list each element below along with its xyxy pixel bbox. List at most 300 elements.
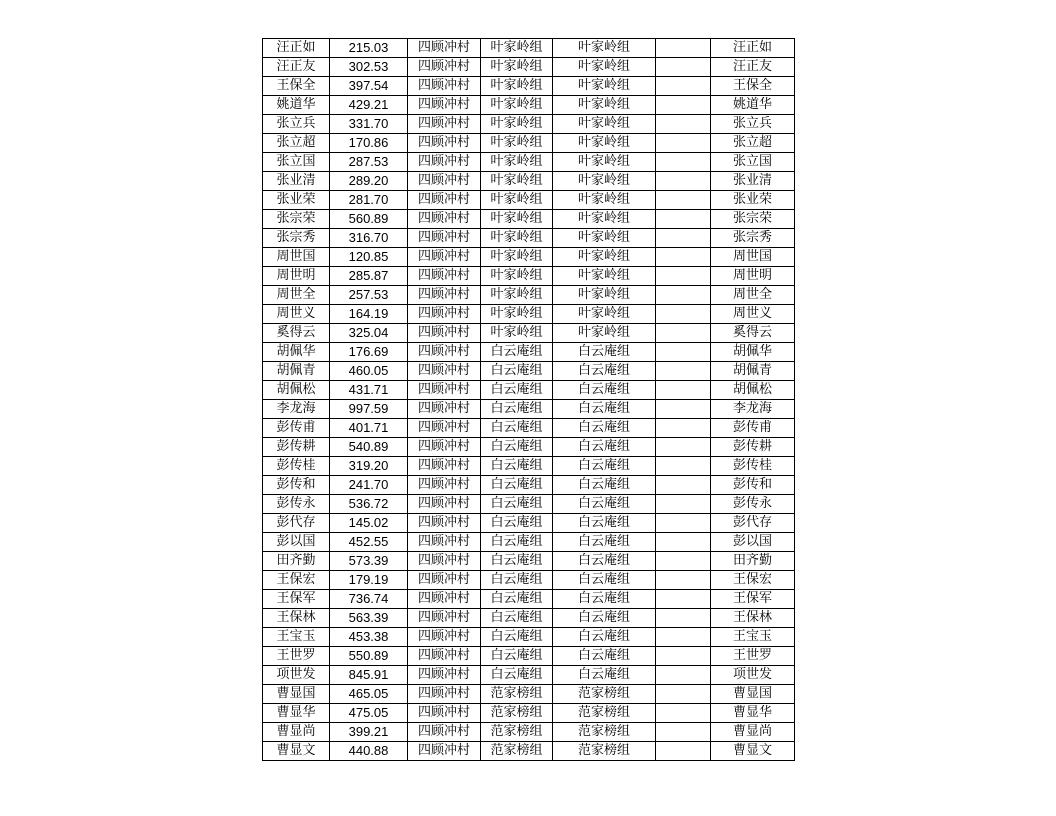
group-cell: 叶家岭组 <box>481 191 553 210</box>
group-cell-2: 白云庵组 <box>553 495 656 514</box>
area-cell: 540.89 <box>330 438 408 457</box>
name-cell: 李龙海 <box>263 400 330 419</box>
group-cell-2: 白云庵组 <box>553 457 656 476</box>
group-cell-2: 叶家岭组 <box>553 134 656 153</box>
group-cell-2: 白云庵组 <box>553 514 656 533</box>
group-cell: 白云庵组 <box>481 552 553 571</box>
name-cell-2: 王保林 <box>711 609 795 628</box>
area-cell: 440.88 <box>330 742 408 761</box>
village-cell: 四顾冲村 <box>408 590 481 609</box>
group-cell-2: 白云庵组 <box>553 609 656 628</box>
name-cell: 彭以国 <box>263 533 330 552</box>
name-cell: 彭传永 <box>263 495 330 514</box>
area-cell: 431.71 <box>330 381 408 400</box>
blank-cell <box>656 305 711 324</box>
area-cell: 399.21 <box>330 723 408 742</box>
group-cell-2: 叶家岭组 <box>553 305 656 324</box>
name-cell: 胡佩松 <box>263 381 330 400</box>
table-row <box>263 286 795 305</box>
name-cell-2: 胡佩松 <box>711 381 795 400</box>
group-cell: 白云庵组 <box>481 362 553 381</box>
table-row <box>263 153 795 172</box>
table-row <box>263 362 795 381</box>
area-cell: 465.05 <box>330 685 408 704</box>
name-cell-2: 曹显文 <box>711 742 795 761</box>
blank-cell <box>656 153 711 172</box>
area-cell: 289.20 <box>330 172 408 191</box>
area-cell: 281.70 <box>330 191 408 210</box>
blank-cell <box>656 210 711 229</box>
group-cell: 叶家岭组 <box>481 39 553 58</box>
name-cell-2: 汪正如 <box>711 39 795 58</box>
village-cell: 四顾冲村 <box>408 229 481 248</box>
name-cell: 王保宏 <box>263 571 330 590</box>
village-cell: 四顾冲村 <box>408 191 481 210</box>
name-cell-2: 曹显国 <box>711 685 795 704</box>
group-cell-2: 白云庵组 <box>553 419 656 438</box>
name-cell-2: 彭传桂 <box>711 457 795 476</box>
area-cell: 145.02 <box>330 514 408 533</box>
blank-cell <box>656 495 711 514</box>
area-cell: 736.74 <box>330 590 408 609</box>
group-cell: 白云庵组 <box>481 647 553 666</box>
area-cell: 285.87 <box>330 267 408 286</box>
name-cell: 周世义 <box>263 305 330 324</box>
blank-cell <box>656 39 711 58</box>
name-cell-2: 张立兵 <box>711 115 795 134</box>
group-cell-2: 白云庵组 <box>553 590 656 609</box>
blank-cell <box>656 628 711 647</box>
table-row <box>263 58 795 77</box>
group-cell: 白云庵组 <box>481 438 553 457</box>
village-cell: 四顾冲村 <box>408 742 481 761</box>
name-cell-2: 张宗荣 <box>711 210 795 229</box>
name-cell: 彭传甫 <box>263 419 330 438</box>
name-cell-2: 张业清 <box>711 172 795 191</box>
name-cell-2: 胡佩青 <box>711 362 795 381</box>
group-cell: 白云庵组 <box>481 457 553 476</box>
table-row <box>263 476 795 495</box>
name-cell-2: 王保全 <box>711 77 795 96</box>
name-cell: 张立国 <box>263 153 330 172</box>
blank-cell <box>656 172 711 191</box>
table-row <box>263 552 795 571</box>
area-cell: 179.19 <box>330 571 408 590</box>
group-cell-2: 白云庵组 <box>553 343 656 362</box>
village-cell: 四顾冲村 <box>408 571 481 590</box>
village-cell: 四顾冲村 <box>408 400 481 419</box>
table-row <box>263 39 795 58</box>
village-cell: 四顾冲村 <box>408 685 481 704</box>
area-cell: 429.21 <box>330 96 408 115</box>
area-cell: 550.89 <box>330 647 408 666</box>
group-cell: 叶家岭组 <box>481 172 553 191</box>
area-cell: 401.71 <box>330 419 408 438</box>
area-cell: 560.89 <box>330 210 408 229</box>
name-cell-2: 曹显华 <box>711 704 795 723</box>
blank-cell <box>656 666 711 685</box>
group-cell: 白云庵组 <box>481 609 553 628</box>
blank-cell <box>656 267 711 286</box>
group-cell-2: 白云庵组 <box>553 381 656 400</box>
name-cell: 胡佩华 <box>263 343 330 362</box>
name-cell-2: 王宝玉 <box>711 628 795 647</box>
table-row <box>263 210 795 229</box>
village-cell: 四顾冲村 <box>408 419 481 438</box>
group-cell-2: 范家榜组 <box>553 742 656 761</box>
blank-cell <box>656 533 711 552</box>
group-cell: 白云庵组 <box>481 400 553 419</box>
area-cell: 287.53 <box>330 153 408 172</box>
name-cell-2: 彭代存 <box>711 514 795 533</box>
village-cell: 四顾冲村 <box>408 381 481 400</box>
name-cell: 张立兵 <box>263 115 330 134</box>
area-cell: 215.03 <box>330 39 408 58</box>
name-cell-2: 周世义 <box>711 305 795 324</box>
group-cell: 白云庵组 <box>481 381 553 400</box>
name-cell: 曹显华 <box>263 704 330 723</box>
group-cell-2: 叶家岭组 <box>553 153 656 172</box>
group-cell-2: 叶家岭组 <box>553 77 656 96</box>
name-cell-2: 周世全 <box>711 286 795 305</box>
group-cell: 叶家岭组 <box>481 210 553 229</box>
village-cell: 四顾冲村 <box>408 324 481 343</box>
table-row <box>263 704 795 723</box>
blank-cell <box>656 476 711 495</box>
group-cell-2: 叶家岭组 <box>553 58 656 77</box>
table-row <box>263 115 795 134</box>
blank-cell <box>656 134 711 153</box>
area-cell: 397.54 <box>330 77 408 96</box>
name-cell-2: 张立国 <box>711 153 795 172</box>
name-cell: 张宗荣 <box>263 210 330 229</box>
blank-cell <box>656 248 711 267</box>
table-row <box>263 723 795 742</box>
group-cell: 叶家岭组 <box>481 305 553 324</box>
table-row <box>263 419 795 438</box>
area-cell: 164.19 <box>330 305 408 324</box>
area-cell: 302.53 <box>330 58 408 77</box>
blank-cell <box>656 514 711 533</box>
group-cell: 白云庵组 <box>481 343 553 362</box>
name-cell: 彭代存 <box>263 514 330 533</box>
group-cell: 白云庵组 <box>481 476 553 495</box>
village-cell: 四顾冲村 <box>408 267 481 286</box>
group-cell: 白云庵组 <box>481 666 553 685</box>
area-cell: 257.53 <box>330 286 408 305</box>
group-cell-2: 叶家岭组 <box>553 115 656 134</box>
name-cell-2: 彭以国 <box>711 533 795 552</box>
area-cell: 453.38 <box>330 628 408 647</box>
name-cell-2: 胡佩华 <box>711 343 795 362</box>
village-cell: 四顾冲村 <box>408 704 481 723</box>
blank-cell <box>656 571 711 590</box>
area-cell: 563.39 <box>330 609 408 628</box>
name-cell: 彭传和 <box>263 476 330 495</box>
village-cell: 四顾冲村 <box>408 552 481 571</box>
table-row <box>263 248 795 267</box>
area-cell: 475.05 <box>330 704 408 723</box>
name-cell-2: 周世国 <box>711 248 795 267</box>
name-cell: 王保全 <box>263 77 330 96</box>
blank-cell <box>656 362 711 381</box>
table-row <box>263 609 795 628</box>
village-cell: 四顾冲村 <box>408 210 481 229</box>
village-cell: 四顾冲村 <box>408 39 481 58</box>
village-cell: 四顾冲村 <box>408 628 481 647</box>
group-cell: 叶家岭组 <box>481 58 553 77</box>
blank-cell <box>656 286 711 305</box>
name-cell-2: 王保军 <box>711 590 795 609</box>
name-cell: 王世罗 <box>263 647 330 666</box>
name-cell-2: 彭传永 <box>711 495 795 514</box>
group-cell: 范家榜组 <box>481 704 553 723</box>
table-row <box>263 571 795 590</box>
village-cell: 四顾冲村 <box>408 609 481 628</box>
blank-cell <box>656 96 711 115</box>
group-cell-2: 白云庵组 <box>553 362 656 381</box>
name-cell: 曹显国 <box>263 685 330 704</box>
group-cell-2: 白云庵组 <box>553 533 656 552</box>
group-cell-2: 叶家岭组 <box>553 286 656 305</box>
table-row <box>263 495 795 514</box>
table-row <box>263 305 795 324</box>
group-cell: 叶家岭组 <box>481 153 553 172</box>
name-cell: 王保军 <box>263 590 330 609</box>
blank-cell <box>656 229 711 248</box>
group-cell-2: 叶家岭组 <box>553 248 656 267</box>
group-cell-2: 范家榜组 <box>553 685 656 704</box>
table-row <box>263 172 795 191</box>
name-cell: 奚得云 <box>263 324 330 343</box>
group-cell: 白云庵组 <box>481 533 553 552</box>
blank-cell <box>656 58 711 77</box>
village-cell: 四顾冲村 <box>408 495 481 514</box>
group-cell: 叶家岭组 <box>481 324 553 343</box>
group-cell: 白云庵组 <box>481 590 553 609</box>
group-cell-2: 叶家岭组 <box>553 229 656 248</box>
area-cell: 845.91 <box>330 666 408 685</box>
table-row <box>263 77 795 96</box>
name-cell-2: 周世明 <box>711 267 795 286</box>
group-cell-2: 白云庵组 <box>553 647 656 666</box>
group-cell-2: 白云庵组 <box>553 476 656 495</box>
group-cell-2: 叶家岭组 <box>553 191 656 210</box>
group-cell-2: 白云庵组 <box>553 571 656 590</box>
group-cell-2: 范家榜组 <box>553 704 656 723</box>
village-cell: 四顾冲村 <box>408 438 481 457</box>
area-cell: 331.70 <box>330 115 408 134</box>
village-cell: 四顾冲村 <box>408 362 481 381</box>
blank-cell <box>656 552 711 571</box>
table-row <box>263 343 795 362</box>
table-row <box>263 666 795 685</box>
blank-cell <box>656 343 711 362</box>
area-cell: 316.70 <box>330 229 408 248</box>
village-cell: 四顾冲村 <box>408 476 481 495</box>
name-cell-2: 彭传和 <box>711 476 795 495</box>
blank-cell <box>656 381 711 400</box>
group-cell: 叶家岭组 <box>481 248 553 267</box>
group-cell: 白云庵组 <box>481 571 553 590</box>
name-cell-2: 曹显尚 <box>711 723 795 742</box>
table-row <box>263 628 795 647</box>
blank-cell <box>656 438 711 457</box>
table-row <box>263 324 795 343</box>
village-cell: 四顾冲村 <box>408 343 481 362</box>
table-row <box>263 134 795 153</box>
group-cell-2: 叶家岭组 <box>553 210 656 229</box>
village-cell: 四顾冲村 <box>408 723 481 742</box>
village-cell: 四顾冲村 <box>408 248 481 267</box>
group-cell-2: 白云庵组 <box>553 438 656 457</box>
name-cell: 田齐勤 <box>263 552 330 571</box>
name-cell-2: 王保宏 <box>711 571 795 590</box>
village-cell: 四顾冲村 <box>408 172 481 191</box>
area-cell: 120.85 <box>330 248 408 267</box>
name-cell-2: 张业荣 <box>711 191 795 210</box>
group-cell-2: 白云庵组 <box>553 666 656 685</box>
name-cell-2: 汪正友 <box>711 58 795 77</box>
blank-cell <box>656 400 711 419</box>
name-cell-2: 项世发 <box>711 666 795 685</box>
name-cell: 曹显文 <box>263 742 330 761</box>
blank-cell <box>656 191 711 210</box>
area-cell: 460.05 <box>330 362 408 381</box>
area-cell: 573.39 <box>330 552 408 571</box>
name-cell: 项世发 <box>263 666 330 685</box>
group-cell: 叶家岭组 <box>481 286 553 305</box>
name-cell: 王宝玉 <box>263 628 330 647</box>
table-row <box>263 533 795 552</box>
name-cell-2: 田齐勤 <box>711 552 795 571</box>
area-cell: 536.72 <box>330 495 408 514</box>
group-cell: 叶家岭组 <box>481 229 553 248</box>
name-cell: 张业清 <box>263 172 330 191</box>
table-row <box>263 96 795 115</box>
village-cell: 四顾冲村 <box>408 647 481 666</box>
group-cell: 叶家岭组 <box>481 134 553 153</box>
name-cell: 汪正友 <box>263 58 330 77</box>
group-cell: 白云庵组 <box>481 514 553 533</box>
area-cell: 170.86 <box>330 134 408 153</box>
group-cell-2: 叶家岭组 <box>553 324 656 343</box>
table-row <box>263 229 795 248</box>
area-cell: 997.59 <box>330 400 408 419</box>
blank-cell <box>656 704 711 723</box>
village-cell: 四顾冲村 <box>408 305 481 324</box>
name-cell: 汪正如 <box>263 39 330 58</box>
group-cell-2: 叶家岭组 <box>553 96 656 115</box>
name-cell-2: 李龙海 <box>711 400 795 419</box>
table-row <box>263 742 795 761</box>
village-cell: 四顾冲村 <box>408 58 481 77</box>
name-cell-2: 奚得云 <box>711 324 795 343</box>
name-cell: 周世全 <box>263 286 330 305</box>
table-row <box>263 400 795 419</box>
table-row <box>263 514 795 533</box>
group-cell-2: 叶家岭组 <box>553 172 656 191</box>
blank-cell <box>656 115 711 134</box>
blank-cell <box>656 324 711 343</box>
area-cell: 319.20 <box>330 457 408 476</box>
name-cell: 曹显尚 <box>263 723 330 742</box>
name-cell-2: 彭传甫 <box>711 419 795 438</box>
table-row <box>263 191 795 210</box>
blank-cell <box>656 685 711 704</box>
village-cell: 四顾冲村 <box>408 153 481 172</box>
group-cell: 范家榜组 <box>481 742 553 761</box>
group-cell: 叶家岭组 <box>481 115 553 134</box>
name-cell: 姚道华 <box>263 96 330 115</box>
group-cell-2: 白云庵组 <box>553 400 656 419</box>
blank-cell <box>656 609 711 628</box>
area-cell: 325.04 <box>330 324 408 343</box>
village-cell: 四顾冲村 <box>408 77 481 96</box>
data-table <box>262 38 795 761</box>
blank-cell <box>656 419 711 438</box>
name-cell: 彭传桂 <box>263 457 330 476</box>
group-cell: 范家榜组 <box>481 723 553 742</box>
group-cell-2: 白云庵组 <box>553 552 656 571</box>
name-cell-2: 张立超 <box>711 134 795 153</box>
name-cell: 周世国 <box>263 248 330 267</box>
name-cell: 张宗秀 <box>263 229 330 248</box>
group-cell: 白云庵组 <box>481 419 553 438</box>
group-cell: 叶家岭组 <box>481 96 553 115</box>
table-row <box>263 438 795 457</box>
table-row <box>263 685 795 704</box>
table-row <box>263 647 795 666</box>
village-cell: 四顾冲村 <box>408 533 481 552</box>
name-cell: 胡佩青 <box>263 362 330 381</box>
group-cell: 白云庵组 <box>481 495 553 514</box>
group-cell: 白云庵组 <box>481 628 553 647</box>
name-cell: 周世明 <box>263 267 330 286</box>
group-cell-2: 范家榜组 <box>553 723 656 742</box>
village-cell: 四顾冲村 <box>408 115 481 134</box>
area-cell: 452.55 <box>330 533 408 552</box>
table-row <box>263 267 795 286</box>
village-cell: 四顾冲村 <box>408 286 481 305</box>
group-cell: 范家榜组 <box>481 685 553 704</box>
area-cell: 176.69 <box>330 343 408 362</box>
blank-cell <box>656 457 711 476</box>
name-cell-2: 张宗秀 <box>711 229 795 248</box>
village-cell: 四顾冲村 <box>408 457 481 476</box>
table-row <box>263 590 795 609</box>
name-cell: 张立超 <box>263 134 330 153</box>
group-cell-2: 白云庵组 <box>553 628 656 647</box>
group-cell: 叶家岭组 <box>481 267 553 286</box>
area-cell: 241.70 <box>330 476 408 495</box>
blank-cell <box>656 77 711 96</box>
village-cell: 四顾冲村 <box>408 514 481 533</box>
village-cell: 四顾冲村 <box>408 96 481 115</box>
group-cell-2: 叶家岭组 <box>553 39 656 58</box>
table-row <box>263 381 795 400</box>
name-cell-2: 王世罗 <box>711 647 795 666</box>
blank-cell <box>656 723 711 742</box>
group-cell: 叶家岭组 <box>481 77 553 96</box>
name-cell-2: 姚道华 <box>711 96 795 115</box>
village-cell: 四顾冲村 <box>408 134 481 153</box>
blank-cell <box>656 742 711 761</box>
name-cell: 张业荣 <box>263 191 330 210</box>
group-cell-2: 叶家岭组 <box>553 267 656 286</box>
table-row <box>263 457 795 476</box>
blank-cell <box>656 647 711 666</box>
